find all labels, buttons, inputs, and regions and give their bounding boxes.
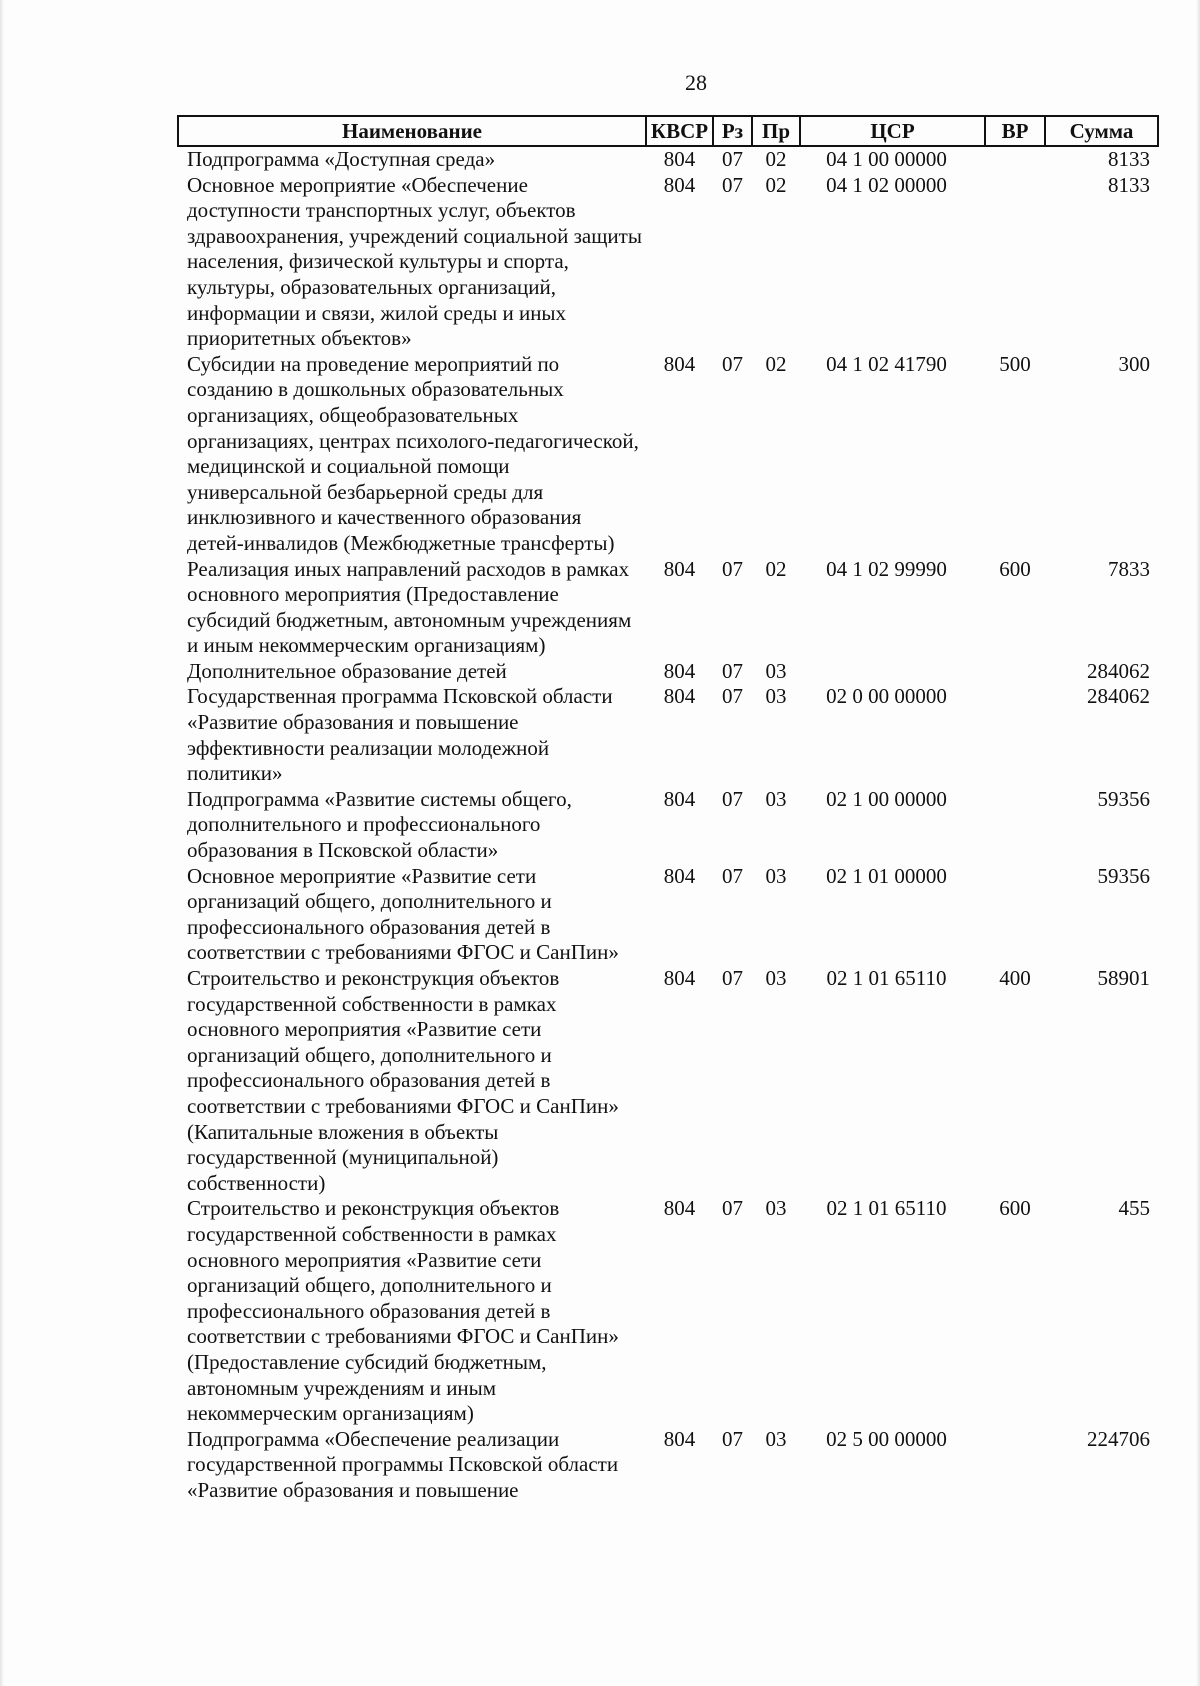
- cell-pr: 02: [765, 556, 787, 581]
- cell-name: Строительство и реконструкция объектов государственной собственности в рамках основного мероприятия «Развитие сети организаций общего, дополнительного и профессионального образования детей в соответствии с требованиями ФГОС и СанПин» (Капитальные вложения в объекты государственной (муниципальной) собственности): [187, 966, 619, 1195]
- cell-csr: [800, 659, 985, 685]
- header-vr: ВР: [985, 116, 1045, 146]
- cell-vr: [985, 787, 1045, 864]
- cell-vr: 400: [999, 966, 1031, 990]
- cell-sum: 8133: [1108, 172, 1150, 197]
- cell-kvsr: 804: [663, 863, 696, 888]
- cell-pr: 02: [765, 172, 787, 197]
- cell-kvsr: 804: [663, 684, 696, 709]
- cell-sum: 59356: [1097, 786, 1150, 811]
- cell-rz: 07: [722, 1426, 743, 1451]
- cell-pr: 03: [765, 863, 787, 888]
- cell-kvsr: 804: [663, 658, 696, 683]
- cell-rz: 07: [722, 147, 743, 171]
- cell-pr: 03: [765, 786, 787, 811]
- cell-vr: [985, 659, 1045, 685]
- cell-pr: 02: [765, 147, 787, 171]
- table-row: [178, 966, 1158, 1196]
- cell-csr: 02 1 01 65110: [826, 966, 947, 990]
- cell-sum: 224706: [1087, 1426, 1150, 1451]
- table-row: [178, 864, 1158, 966]
- cell-vr: [985, 146, 1045, 173]
- cell-csr: 04 1 02 99990: [826, 556, 947, 581]
- cell-name: Строительство и реконструкция объектов государственной собственности в рамках основного мероприятия «Развитие сети организаций общего, дополнительного и профессионального образования детей в соответствии с требованиями ФГОС и СанПин» (Предоставление субсидий бюджетным, автономным учреждениям и иным некоммерческим организациям): [187, 1196, 619, 1426]
- budget-table: [177, 115, 1159, 1503]
- cell-csr: 04 1 00 00000: [826, 147, 947, 171]
- cell-pr: 03: [765, 1426, 787, 1451]
- page-number: 28: [685, 70, 707, 95]
- header-csr: ЦСР: [800, 116, 985, 146]
- cell-rz: 07: [722, 863, 743, 888]
- header-row: [178, 116, 1158, 146]
- header-kvsr: КВСР: [646, 116, 713, 146]
- cell-rz: 07: [722, 351, 743, 376]
- table-row: [178, 1196, 1158, 1426]
- cell-kvsr: 804: [663, 1196, 696, 1221]
- cell-rz: 07: [722, 786, 743, 811]
- cell-sum: 284062: [1087, 684, 1150, 709]
- cell-rz: 07: [722, 172, 743, 197]
- cell-rz: 07: [722, 556, 743, 581]
- cell-vr: 600: [999, 556, 1031, 581]
- cell-csr: 02 5 00 00000: [826, 1426, 947, 1451]
- cell-rz: 07: [722, 1196, 743, 1221]
- cell-pr: 03: [765, 966, 787, 990]
- cell-csr: 02 1 00 00000: [826, 786, 947, 811]
- header-name: Наименование: [178, 116, 646, 146]
- cell-vr: [985, 173, 1045, 352]
- cell-kvsr: 804: [663, 556, 696, 581]
- table-row: [178, 557, 1158, 659]
- cell-sum: 284062: [1087, 658, 1150, 683]
- cell-kvsr: 804: [663, 1426, 696, 1451]
- cell-vr: [985, 1427, 1045, 1504]
- cell-kvsr: 804: [663, 966, 696, 990]
- cell-pr: 03: [765, 1196, 787, 1221]
- header-rz: Рз: [713, 116, 752, 146]
- cell-name: Государственная программа Псковской области «Развитие образования и повышение эффективности реализации молодежной политики»: [187, 684, 613, 786]
- header-pr: Пр: [752, 116, 800, 146]
- cell-rz: 07: [722, 684, 743, 709]
- table-row: [178, 173, 1158, 352]
- cell-pr: 02: [765, 351, 787, 376]
- header-sum: Сумма: [1045, 116, 1158, 146]
- cell-rz: 07: [722, 658, 743, 683]
- cell-pr: 03: [765, 684, 787, 709]
- scan-edge-left: [0, 0, 4, 1686]
- cell-csr: 02 1 01 00000: [826, 863, 947, 888]
- cell-sum: 455: [1118, 1196, 1150, 1221]
- cell-vr: [985, 864, 1045, 966]
- cell-pr: 03: [765, 658, 787, 683]
- table-row: [178, 659, 1158, 685]
- cell-sum: 300: [1118, 351, 1150, 376]
- cell-vr: 500: [999, 351, 1031, 376]
- table-row: [178, 787, 1158, 864]
- cell-csr: 04 1 02 00000: [826, 172, 947, 197]
- cell-name: Дополнительное образование детей: [187, 658, 507, 683]
- cell-sum: 8133: [1108, 147, 1150, 171]
- cell-sum: 58901: [1097, 966, 1150, 990]
- cell-name: Основное мероприятие «Развитие сети организаций общего, дополнительного и профессионального образования детей в соответствии с требованиями ФГОС и СанПин»: [187, 863, 619, 965]
- cell-name: Подпрограмма «Доступная среда»: [187, 147, 496, 171]
- cell-name: Основное мероприятие «Обеспечение доступности транспортных услуг, объектов здравоохранения, учреждений социальной защиты населения, физической культуры и спорта, культуры, образовательных организаций, информации и связи, жилой среды и иных приоритетных объектов»: [187, 172, 642, 351]
- cell-name: Подпрограмма «Обеспечение реализации государственной программы Псковской области «Развитие образования и повышение: [187, 1426, 619, 1502]
- cell-kvsr: 804: [663, 351, 696, 376]
- table-row: [178, 146, 1158, 173]
- table-row: [178, 684, 1158, 786]
- cell-name: Подпрограмма «Развитие системы общего, дополнительного и профессионального образования в Псковской области»: [187, 786, 572, 863]
- cell-csr: 02 0 00 00000: [826, 684, 947, 709]
- table-row: [178, 1427, 1158, 1504]
- cell-kvsr: 804: [663, 147, 696, 171]
- cell-rz: 07: [722, 966, 743, 990]
- table-row: [178, 352, 1158, 557]
- table-body: [178, 146, 1158, 1503]
- cell-vr: [985, 684, 1045, 786]
- scan-edge-right: [1196, 0, 1200, 1686]
- cell-vr: 600: [999, 1196, 1031, 1221]
- table-header: [178, 116, 1158, 146]
- cell-sum: 59356: [1097, 863, 1150, 888]
- cell-sum: 7833: [1108, 556, 1150, 581]
- cell-name: Реализация иных направлений расходов в рамках основного мероприятия (Предоставление субсидий бюджетным, автономным учреждениям и иным некоммерческим организациям): [187, 556, 632, 658]
- cell-kvsr: 804: [663, 172, 696, 197]
- cell-csr: 04 1 02 41790: [826, 351, 947, 376]
- cell-csr: 02 1 01 65110: [826, 1196, 947, 1221]
- cell-kvsr: 804: [663, 786, 696, 811]
- cell-name: Субсидии на проведение мероприятий по созданию в дошкольных образовательных организациях, общеобразовательных организациях, центрах психолого-педагогической, медицинской и социальной помощи универсальной безбарьерной среды для инклюзивного и качественного образования детей-инвалидов (Межбюджетные трансферты): [187, 351, 639, 555]
